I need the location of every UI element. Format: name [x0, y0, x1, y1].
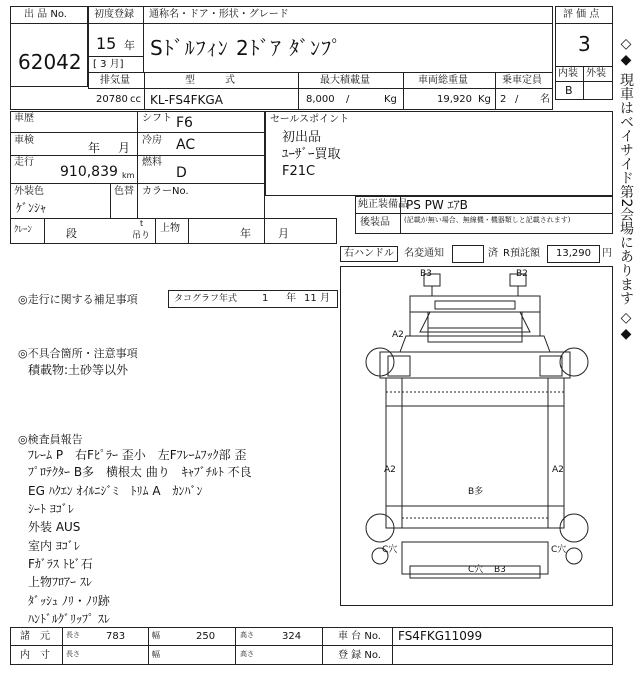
- crane-div-1: [44, 218, 45, 244]
- first-reg-label: 初度登録: [94, 9, 134, 20]
- displacement-label: 排気量: [100, 75, 130, 86]
- grade-value: 3: [578, 32, 591, 56]
- defects-label: ◎不具合箇所・注意事項: [18, 347, 138, 360]
- ac-label: 冷房: [142, 135, 162, 146]
- color-value: ｹﾞﾝｼｬ: [16, 201, 47, 215]
- color-label: 外装色: [14, 186, 44, 197]
- inspection-year-unit: 年: [88, 141, 101, 155]
- spec-div-3: [403, 72, 404, 110]
- max-load-value: 8,000: [306, 94, 335, 105]
- inspector-line-5: 外装 AUS: [28, 520, 81, 534]
- history-label: 車歴: [14, 113, 34, 124]
- truck-diagram: [340, 266, 613, 606]
- crane-div-3: [188, 218, 189, 244]
- length-value: 783: [106, 631, 126, 642]
- capacity-label: 乗車定員: [502, 75, 542, 86]
- aftermarket-note: (記載が無い場合、無線機・機器類しと記載されます): [404, 216, 571, 224]
- mileage-label: 走行: [14, 157, 34, 168]
- shift-value: F6: [176, 115, 193, 131]
- inspector-line-6: 室内 ﾖｺﾞﾚ: [28, 539, 80, 553]
- inspector-line-2: ﾌﾟﾛﾃｸﾀｰ B多 横根太 曲り ｷｬﾌﾞﾁﾙﾄ 不良: [28, 465, 252, 479]
- tacho-label: タコグラフ年式: [174, 294, 238, 304]
- model-label: 型 式: [185, 75, 235, 86]
- name-label: 通称名・ドア・形状・グレード: [149, 9, 289, 20]
- inspector-line-10: ﾊﾝﾄﾞﾙｸﾞﾘｯﾌﾟ ｽﾚ: [28, 612, 110, 626]
- info-divider-v: [137, 111, 138, 183]
- tax-label: 済: [488, 248, 498, 259]
- height-value: 324: [282, 631, 302, 642]
- name-change-label: 名変通知: [404, 248, 444, 259]
- lot-number: 62042: [18, 50, 82, 74]
- model-value: KL-FS4FKGA: [150, 93, 223, 107]
- inspection-month-unit: 月: [118, 141, 131, 155]
- footer-div-5: [392, 627, 393, 665]
- dmg-b-center: B多: [468, 487, 484, 497]
- fuel-value: D: [176, 165, 187, 181]
- tacho-month: 11: [304, 293, 317, 304]
- max-load-unit: Kg: [384, 94, 397, 105]
- interior-width-label: 幅: [152, 650, 160, 659]
- first-reg-month: [ 3 月]: [93, 59, 124, 70]
- width-label: 幅: [152, 631, 160, 640]
- right-hand-label: 右ハンドル: [344, 248, 394, 259]
- grade-label: 評 価 点: [563, 9, 600, 20]
- footer-div-2: [148, 627, 149, 665]
- crane-ton-unit: t: [140, 219, 144, 228]
- inspector-line-4: ｼｰﾄ ﾖｺﾞﾚ: [28, 502, 74, 516]
- footer-row-div: [10, 645, 613, 646]
- equipment-divider: [355, 213, 613, 214]
- max-load-label: 最大積載量: [320, 75, 370, 86]
- spec-div-1: [144, 72, 145, 110]
- genuine-label: 純正装備品: [358, 199, 408, 210]
- dmg-b3-bottom: B3: [494, 565, 506, 575]
- spec-div-4: [495, 72, 496, 110]
- crane-lift-label: 吊り: [132, 231, 151, 241]
- width-value: 250: [196, 631, 216, 642]
- color-div-2: [137, 183, 138, 218]
- footer-div-1: [62, 627, 63, 665]
- interior-height-label: 高さ: [240, 650, 254, 658]
- dmg-c-left: C穴: [382, 545, 398, 555]
- reg-label: 登 録 No.: [338, 650, 381, 661]
- defects-line: 積載物:土砂等以外: [28, 363, 129, 377]
- sales-line-3: F21C: [282, 164, 316, 179]
- aftermarket-label: 後装品: [360, 217, 390, 228]
- spec-div-2: [298, 72, 299, 110]
- upper-year-unit: 年: [240, 227, 251, 240]
- sales-line-2: ﾕｰｻﾞｰ買取: [282, 147, 341, 162]
- dmg-c-bottom: C穴: [468, 565, 484, 575]
- sales-line-1: 初出品: [282, 130, 322, 145]
- length-label: 長さ: [66, 631, 80, 639]
- dmg-c-right: C穴: [551, 545, 567, 555]
- upper-label: 上物: [160, 223, 180, 234]
- first-reg-year-unit: 年: [124, 39, 135, 52]
- inspection-label: 車検: [14, 135, 34, 146]
- upper-month-unit: 月: [278, 227, 289, 240]
- inspector-label: ◎検査員報告: [18, 433, 83, 446]
- dmg-a2-right: A2: [552, 465, 564, 475]
- info-row-2: [10, 155, 265, 156]
- colorno-label: カラーNo.: [142, 186, 189, 197]
- specs-label: 諸 元: [20, 631, 50, 642]
- color-div-1: [110, 183, 111, 218]
- mileage-value: 910,839: [60, 164, 118, 180]
- car-name: Sﾄﾞﾙﾌｨﾝ 2ﾄﾞｱ ﾀﾞﾝﾌﾟ: [150, 36, 343, 60]
- tacho-year-unit: 年: [286, 293, 296, 304]
- height-label: 高さ: [240, 631, 254, 639]
- first-reg-year: 15: [96, 34, 117, 53]
- interior-length-label: 長さ: [66, 650, 80, 658]
- footer-frame: [10, 627, 613, 665]
- fuel-label: 燃料: [142, 157, 162, 168]
- inspector-line-3: EG ﾊｸｴﾝ ｵｲﾙﾆｼﾞﾐ ﾄﾘﾑ A ｶﾝﾊﾞﾝ: [28, 484, 203, 498]
- crane-stage-unit: 段: [66, 227, 77, 240]
- r-tax-value: 13,290: [556, 248, 591, 259]
- gross-weight-value: 19,920: [437, 94, 472, 105]
- interior-dims-label: 内 寸: [20, 650, 50, 661]
- r-tax-label: R預託額: [503, 248, 540, 259]
- inspector-line-7: Fｶﾞﾗｽ ﾄﾋﾞ石: [28, 557, 93, 571]
- crane-div-2: [155, 218, 156, 244]
- first-reg-divider: [88, 56, 144, 57]
- mileage-unit: km: [122, 171, 135, 180]
- genuine-value: PS PW ｴｱB: [406, 198, 468, 212]
- chassis-value: FS4FKG11099: [398, 629, 483, 643]
- gross-weight-label: 車両総重量: [418, 75, 468, 86]
- sales-label: セールスポイント: [270, 114, 350, 125]
- color-change-label: 色替: [114, 186, 134, 197]
- max-load-slash: /: [346, 94, 350, 105]
- displacement-value: 20780: [96, 94, 128, 105]
- info-row-1: [10, 132, 265, 133]
- footer-div-4: [322, 627, 323, 665]
- r-tax-unit: 円: [602, 248, 612, 259]
- exterior-value-cell: [583, 81, 613, 100]
- ac-value: AC: [176, 137, 196, 153]
- inspector-line-9: ﾀﾞｯｼｭ ﾉﾘ・ﾉﾘ跡: [28, 594, 110, 608]
- name-change-box: [452, 245, 484, 263]
- inspector-line-1: ﾌﾚｰﾑ P 右Fﾋﾟﾗｰ 歪小 左Fﾌﾚｰﾑﾌｯｸ部 歪: [28, 448, 247, 462]
- dmg-a2-top: A2: [392, 330, 404, 340]
- capacity-unit: 名: [540, 94, 550, 105]
- displacement-unit: cc: [130, 94, 141, 105]
- footer-div-3: [235, 627, 236, 665]
- crane-label: ｸﾚｰﾝ: [14, 225, 33, 235]
- exterior-label: 外装: [586, 68, 606, 79]
- capacity-slash: /: [515, 94, 519, 105]
- lot-label: 出 品 No.: [24, 9, 67, 20]
- dmg-b3-top: B3: [420, 269, 432, 279]
- driving-notes-label: ◎走行に関する補足事項: [18, 293, 138, 306]
- location-banner: ◇◆ 現車はベイサイド第2会場にあります ◇◆: [618, 36, 634, 342]
- gross-weight-unit: Kg: [478, 94, 491, 105]
- chassis-label: 車 台 No.: [338, 631, 381, 642]
- inspector-line-8: 上物ﾌﾛｱｰ ｽﾚ: [28, 575, 92, 589]
- capacity-value: 2: [500, 94, 507, 105]
- dmg-b2-top: B2: [516, 269, 528, 279]
- tacho-month-unit: 月: [320, 293, 330, 304]
- tacho-year: 1: [262, 293, 269, 304]
- shift-label: シフト: [142, 113, 172, 124]
- interior-label: 内装: [558, 68, 578, 79]
- interior-value: B: [565, 84, 573, 97]
- dmg-a2-left: A2: [384, 465, 396, 475]
